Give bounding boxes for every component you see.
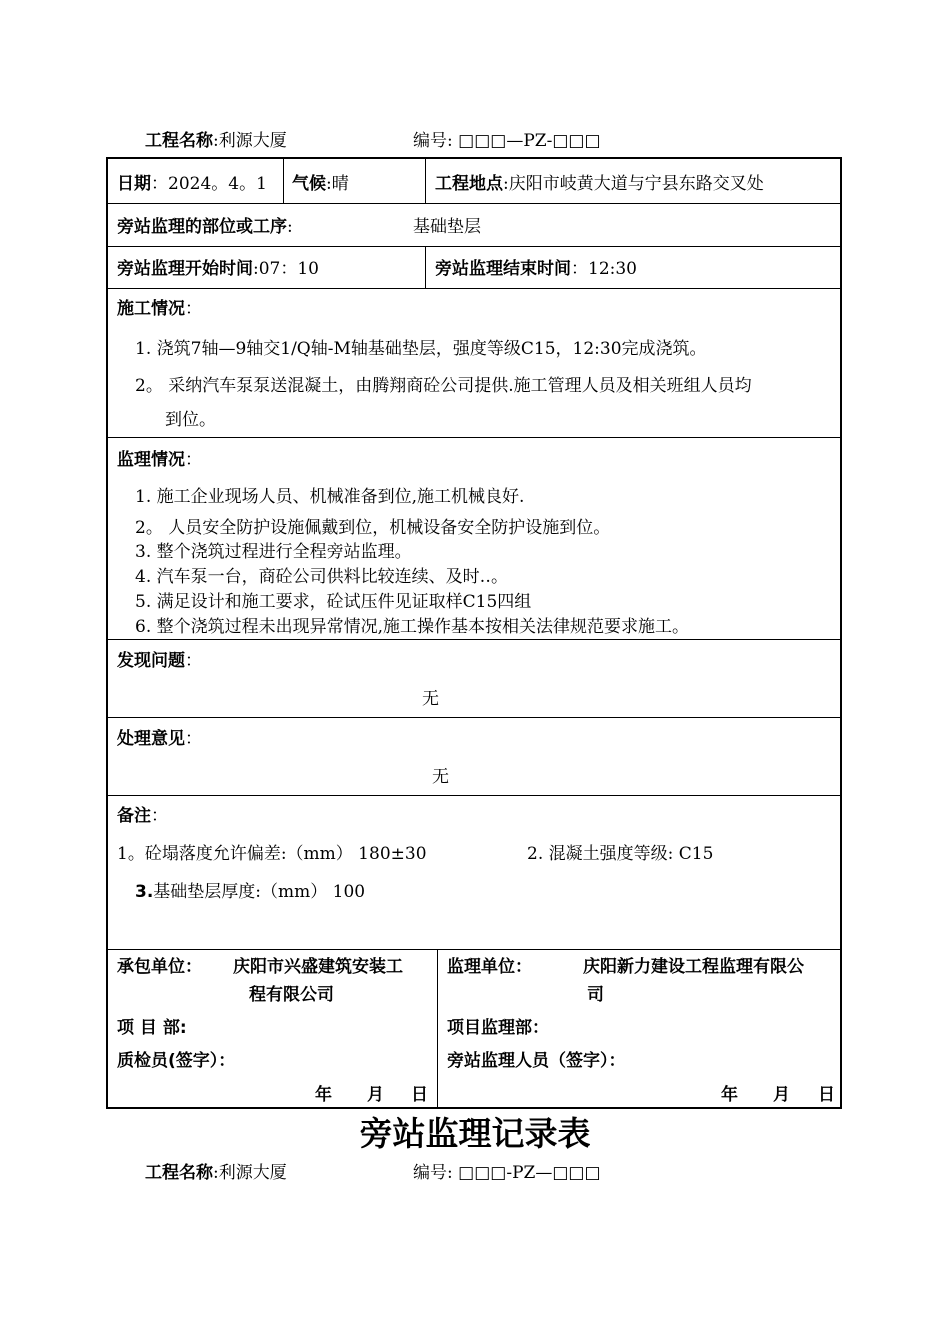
- supervision-item: 1. 施工企业现场人员、机械准备到位,施工机械良好.: [135, 487, 525, 507]
- remark-3: [135, 881, 365, 903]
- problem-value: 无: [422, 689, 439, 709]
- remarks-heading: [117, 805, 168, 827]
- supervision-item: 5. 满足设计和施工要求，砼试压件见证取样C15四组: [135, 592, 532, 612]
- sign-day-right: 日: [818, 1085, 835, 1105]
- remark-1: 1。砼塌落度允许偏差:（mm） 180±30: [117, 844, 427, 864]
- contractor-name-line2: 程有限公司: [249, 985, 334, 1005]
- supervisor-label: 监理单位：: [447, 957, 532, 977]
- number-label: 编号:: [413, 1163, 453, 1183]
- weather-cell: [292, 173, 349, 195]
- supervision-record-form: [106, 157, 842, 1109]
- sign-year-right: 年: [721, 1085, 738, 1105]
- inspector-signature-label: 质检员(签字）：: [117, 1051, 236, 1071]
- remark-2: 2. 混凝土强度等级: C15: [527, 844, 714, 864]
- contractor-label: 承包单位：: [117, 957, 202, 977]
- number-value: □□□-PZ—□□□: [452, 1163, 601, 1183]
- remark-3-text: 基础垫层厚度:（mm） 100: [153, 882, 366, 902]
- supervision-heading: [117, 449, 202, 471]
- part-label: 旁站监理的部位或工序: [117, 217, 287, 237]
- document-number: [413, 126, 601, 151]
- row-divider: [108, 203, 840, 204]
- construction-item: 到位。: [165, 410, 216, 430]
- supervisor-name-line1: 庆阳新力建设工程监理有限公: [583, 957, 804, 977]
- row-divider: [108, 717, 840, 718]
- opinion-title: 处理意见: [117, 729, 185, 749]
- supervision-item: 4. 汽车泵一台，商砼公司供料比较连续、及时‥。: [135, 567, 508, 587]
- remark-3-number: 3.: [135, 882, 154, 902]
- construction-colon: ：: [185, 299, 202, 319]
- opinion-heading: [117, 728, 202, 750]
- next-document-header: [145, 1158, 601, 1183]
- weather-label: 气候: [292, 174, 326, 194]
- end-time-cell: [435, 258, 637, 280]
- supervision-item: 2。 人员安全防护设施佩戴到位，机械设备安全防护设施到位。: [135, 518, 611, 538]
- sign-year-left: 年: [315, 1085, 332, 1105]
- supervisor-name-line2: 司: [587, 985, 604, 1005]
- column-divider: [425, 246, 426, 288]
- supervision-item: 3. 整个浇筑过程进行全程旁站监理。: [135, 542, 412, 562]
- row-divider: [108, 795, 840, 796]
- sign-month-left: 月: [367, 1085, 384, 1105]
- supervisor-person-signature-label: 旁站监理人员（签字）：: [447, 1051, 626, 1071]
- contractor-name-line1: 庆阳市兴盛建筑安装工: [233, 957, 403, 977]
- row-divider: [108, 639, 840, 640]
- opinion-colon: ：: [185, 729, 202, 749]
- start-time-cell: [117, 258, 319, 280]
- location-label: 工程地点: [435, 174, 503, 194]
- page-title: 旁站监理记录表: [359, 1114, 591, 1153]
- project-name-value: :利源大厦: [213, 1163, 287, 1183]
- project-name-label: 工程名称: [145, 131, 213, 151]
- number-value: □□□—PZ-□□□: [452, 131, 601, 151]
- column-divider: [283, 159, 284, 203]
- remarks-title: 备注: [117, 806, 151, 826]
- supervisor-dept-label: 项目监理部：: [447, 1018, 549, 1038]
- construction-item: 2。 采纳汽车泵泵送混凝土，由腾翔商砼公司提供.施工管理人员及相关班组人员均: [135, 376, 752, 396]
- opinion-value: 无: [432, 767, 449, 787]
- document-header: [145, 126, 601, 151]
- project-dept-label: 项 目 部:: [117, 1018, 187, 1038]
- problem-title: 发现问题: [117, 651, 185, 671]
- column-divider: [425, 159, 426, 203]
- end-time-value: ：12:30: [571, 259, 637, 279]
- number-label: 编号:: [413, 131, 453, 151]
- column-divider: [437, 949, 438, 1109]
- project-name-label: 工程名称: [145, 1163, 213, 1183]
- start-time-value: :07：10: [253, 259, 319, 279]
- location-value: :庆阳市岐黄大道与宁县东路交叉处: [503, 174, 764, 194]
- start-time-label: 旁站监理开始时间: [117, 259, 253, 279]
- row-divider: [108, 437, 840, 438]
- construction-heading: [117, 298, 202, 320]
- problem-colon: ：: [185, 651, 202, 671]
- part-colon: :: [287, 217, 293, 237]
- part-value: 基础垫层: [413, 217, 481, 237]
- row-divider: [108, 949, 840, 950]
- supervision-colon: ：: [185, 450, 202, 470]
- sign-day-left: 日: [411, 1085, 428, 1105]
- supervision-title: 监理情况: [117, 450, 185, 470]
- problem-heading: [117, 650, 202, 672]
- supervision-item: 6. 整个浇筑过程未出现异常情况,施工操作基本按相关法律规范要求施工。: [135, 617, 690, 637]
- construction-item: 1. 浇筑7轴—9轴交1/Q轴-M轴基础垫层，强度等级C15，12:30完成浇筑。: [135, 339, 707, 359]
- sign-month-right: 月: [773, 1085, 790, 1105]
- row-divider: [108, 246, 840, 247]
- date-value: ：2024。4。1: [151, 174, 267, 194]
- date-cell: [117, 173, 267, 195]
- date-label: 日期: [117, 174, 151, 194]
- part-cell: [117, 216, 293, 238]
- weather-value: :晴: [326, 174, 349, 194]
- end-time-label: 旁站监理结束时间: [435, 259, 571, 279]
- project-name-value: :利源大厦: [213, 131, 287, 151]
- construction-title: 施工情况: [117, 299, 185, 319]
- row-divider: [108, 288, 840, 289]
- remarks-colon: ：: [151, 806, 168, 826]
- location-cell: [435, 173, 764, 195]
- document-number: [413, 1158, 601, 1183]
